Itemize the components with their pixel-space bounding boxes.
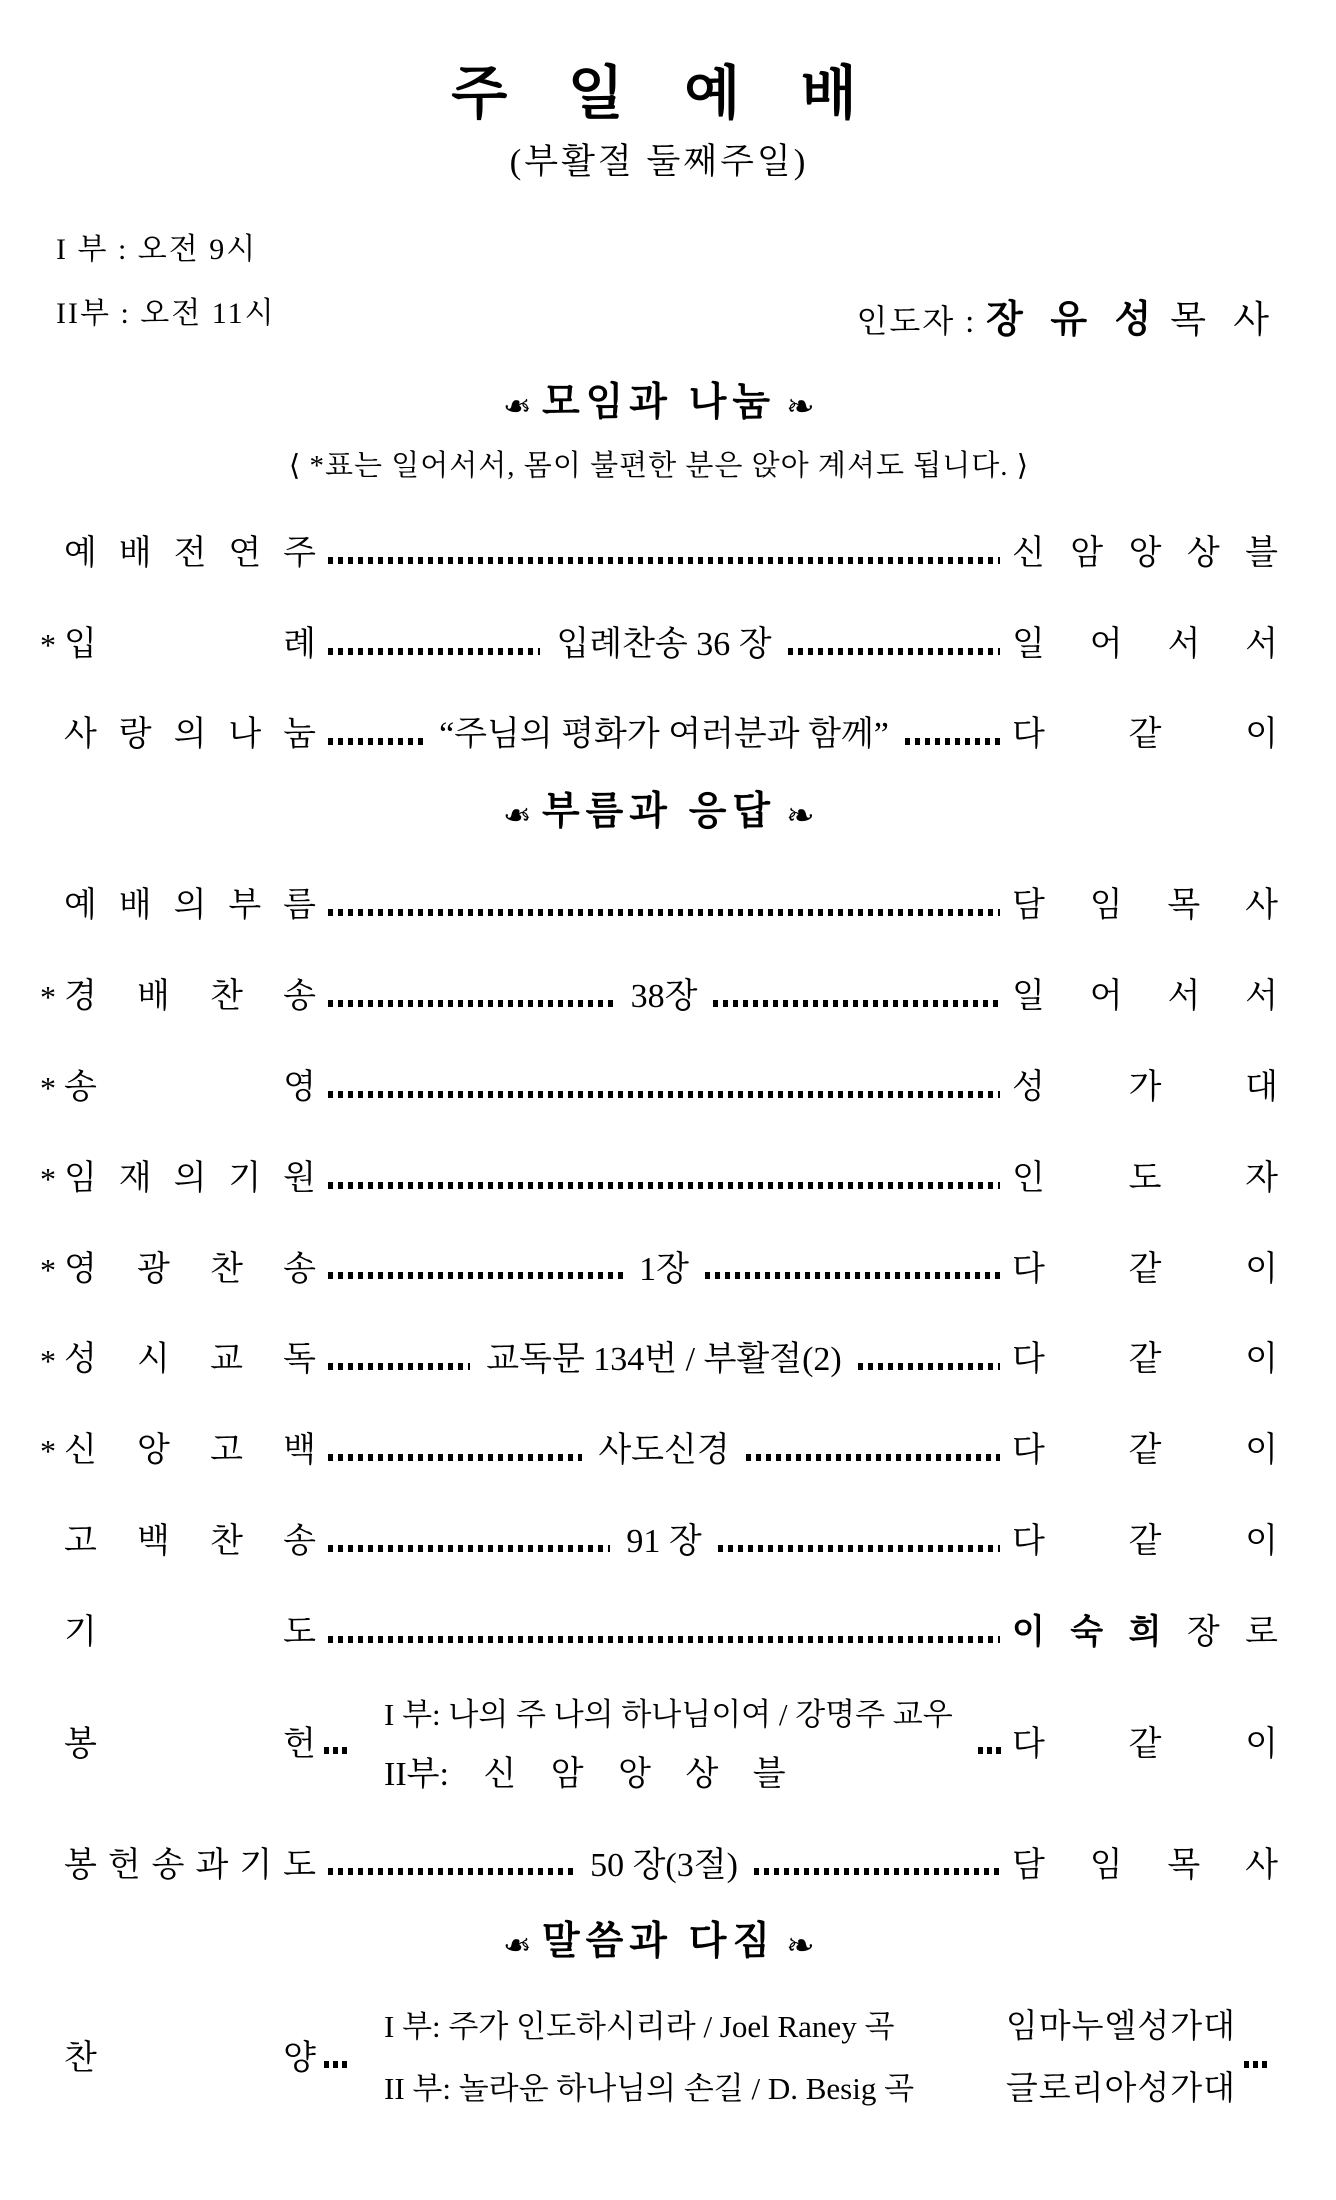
star-mark: * xyxy=(40,626,56,663)
row-detail: 사도신경 xyxy=(598,1432,730,1470)
dotted-leader xyxy=(328,648,540,655)
row-performer: 다 같 이 xyxy=(1012,1522,1279,1560)
star-mark: * xyxy=(40,1251,56,1288)
section-heading-gathering xyxy=(40,381,1278,427)
dotted-leader xyxy=(858,1363,1000,1370)
row-label: 예 배 의 부 름 xyxy=(64,887,316,925)
row-performer: 일 어 서 서 xyxy=(1012,625,1279,663)
section-heading-call-response xyxy=(40,790,1278,836)
dotted-leader xyxy=(328,1454,582,1461)
dotted-leader xyxy=(705,1272,1000,1279)
fleuron-left-icon: ❧ xyxy=(497,386,532,427)
fleuron-right-icon: ❧ xyxy=(786,796,821,837)
anthem-part2 xyxy=(384,2070,1236,2110)
fleuron-right-icon: ❧ xyxy=(786,386,821,427)
row-performer xyxy=(1012,1613,1278,1654)
star-mark: * xyxy=(40,979,56,1016)
row-performer: 일 어 서 서 xyxy=(1012,978,1279,1016)
dotted-leader xyxy=(324,1747,350,1754)
fleuron-left-icon: ❧ xyxy=(497,1926,532,1967)
row-label: 임 재 의 기 원 xyxy=(64,1159,316,1197)
row-detail: 91 장 xyxy=(626,1522,702,1560)
program-row-processional xyxy=(40,625,1278,666)
offering-details xyxy=(384,1696,970,1796)
anthem-part1 xyxy=(384,2008,1236,2048)
row-label: 기 도 xyxy=(64,1613,316,1651)
program-row-offertory-prayer xyxy=(40,1846,1278,1887)
program-row-invocation xyxy=(40,1159,1278,1200)
service-time-1: I 부 : 오전 9시 xyxy=(56,232,258,266)
dotted-leader xyxy=(328,909,1000,916)
row-performer: 성 가 대 xyxy=(1012,1068,1278,1106)
service-time-2: II부 : 오전 11시 xyxy=(56,297,276,331)
program-row-prayer xyxy=(40,1613,1278,1654)
dotted-leader xyxy=(328,1091,1000,1098)
anthem-part2-song: II 부: 놀라운 하나님의 손길 / D. Besig 곡 xyxy=(384,2071,915,2107)
row-label: 경 배 찬 송 xyxy=(64,978,316,1016)
row-performer: 담 임 목 사 xyxy=(1012,887,1278,925)
row-label: 사 랑 의 나 눔 xyxy=(64,716,316,754)
row-detail: 1장 xyxy=(639,1250,689,1288)
dotted-leader xyxy=(328,1000,615,1007)
star-mark: * xyxy=(40,1160,56,1197)
program-row-sharing-love xyxy=(40,715,1278,756)
anthem-details xyxy=(384,2008,1236,2109)
row-label: 찬 양 xyxy=(64,2039,316,2077)
worship-leader xyxy=(857,288,1279,347)
program-row-glory-hymn xyxy=(40,1250,1278,1291)
row-label: 입 례 xyxy=(64,625,316,663)
prayer-elder-title: 장 로 xyxy=(1186,1613,1278,1651)
program-row-prelude xyxy=(40,534,1278,575)
row-performer: 다 같 이 xyxy=(1012,1250,1279,1288)
section-heading-text: 부름과 응답 xyxy=(541,790,777,834)
dotted-leader xyxy=(905,738,1000,745)
dotted-leader xyxy=(328,1272,623,1279)
section-heading-text: 모임과 나눔 xyxy=(541,380,777,424)
star-mark: * xyxy=(40,1433,56,1470)
leader-name: 장 유 성 xyxy=(986,298,1161,341)
row-performer: 다 같 이 xyxy=(1012,1726,1278,1764)
dotted-leader xyxy=(328,1363,470,1370)
dotted-leader xyxy=(978,1747,1004,1754)
anthem-part1-choir: 임마누엘성가대 xyxy=(1005,2009,1236,2046)
dotted-leader xyxy=(328,1636,1000,1643)
service-times xyxy=(56,218,276,347)
program-row-offering xyxy=(40,1696,1278,1796)
row-detail: 입례찬송 36 장 xyxy=(556,625,772,663)
program-row-call-to-worship xyxy=(40,886,1278,927)
program-row-gloria xyxy=(40,1068,1278,1109)
section-heading-word-commitment xyxy=(40,1920,1278,1966)
dotted-leader xyxy=(713,1000,1000,1007)
row-detail: 교독문 134번 / 부활절(2) xyxy=(486,1341,842,1379)
dotted-leader xyxy=(328,557,1000,564)
row-detail: 38장 xyxy=(630,978,698,1016)
row-performer: 다 같 이 xyxy=(1012,1432,1279,1470)
program-row-adoration-hymn xyxy=(40,977,1278,1018)
row-performer: 담 임 목 사 xyxy=(1012,1846,1278,1884)
program-row-anthem xyxy=(40,2008,1278,2109)
row-performer: 신 암 앙 상 블 xyxy=(1012,534,1278,572)
row-label: 영 광 찬 송 xyxy=(64,1250,316,1288)
star-mark: * xyxy=(40,1070,56,1107)
program-row-responsive-reading xyxy=(40,1340,1278,1381)
fleuron-left-icon: ❧ xyxy=(497,796,532,837)
dotted-leader xyxy=(328,1545,610,1552)
row-label: 신 앙 고 백 xyxy=(64,1432,316,1470)
dotted-leader xyxy=(746,1454,1000,1461)
leader-title: 목 사 xyxy=(1170,299,1278,341)
row-performer: 인 도 자 xyxy=(1012,1159,1278,1197)
dotted-leader xyxy=(718,1545,1000,1552)
section-heading-text: 말씀과 다짐 xyxy=(541,1920,777,1964)
program-row-confession-hymn xyxy=(40,1522,1278,1563)
dotted-leader xyxy=(1244,2061,1270,2068)
row-detail: “주님의 평화가 여러분과 함께” xyxy=(439,716,889,754)
row-performer: 다 같 이 xyxy=(1012,716,1278,754)
row-detail: 50 장(3절) xyxy=(590,1846,738,1884)
row-label: 송 영 xyxy=(64,1068,316,1106)
anthem-part1-song: I 부: 주가 인도하시리라 / Joel Raney 곡 xyxy=(384,2009,895,2045)
dotted-leader xyxy=(328,1868,574,1875)
prayer-elder-name: 이 숙 희 xyxy=(1012,1613,1162,1651)
row-label: 봉 헌 xyxy=(64,1726,316,1764)
leader-label: 인도자 : xyxy=(856,302,977,339)
offering-part1: I 부: 나의 주 나의 하나님이여 / 강명주 교우 xyxy=(384,1696,953,1732)
star-mark: * xyxy=(40,1342,56,1379)
anthem-part2-choir: 글로리아성가대 xyxy=(1005,2071,1236,2108)
dotted-leader xyxy=(324,2061,350,2068)
fleuron-right-icon: ❧ xyxy=(786,1926,821,1967)
standing-note: ⟨ *표는 일어서서, 몸이 불편한 분은 앉아 계셔도 됩니다. ⟩ xyxy=(288,449,1030,482)
dotted-leader xyxy=(328,738,423,745)
row-label: 성 시 교 독 xyxy=(64,1341,316,1379)
dotted-leader xyxy=(754,1868,1000,1875)
row-label: 봉 헌 송 과 기 도 xyxy=(64,1846,316,1884)
offering-part2: II부: 신 암 앙 상 블 xyxy=(384,1755,786,1793)
row-label: 예 배 전 연 주 xyxy=(64,534,316,572)
row-performer: 다 같 이 xyxy=(1012,1341,1278,1379)
page-subtitle: (부활절 둘째주일) xyxy=(509,141,809,181)
header-info xyxy=(40,218,1278,347)
dotted-leader xyxy=(788,648,1000,655)
program-row-creed xyxy=(40,1431,1278,1472)
dotted-leader xyxy=(328,1182,1000,1189)
row-label: 고 백 찬 송 xyxy=(64,1522,316,1560)
page-title: 주 일 예 배 xyxy=(451,61,867,126)
